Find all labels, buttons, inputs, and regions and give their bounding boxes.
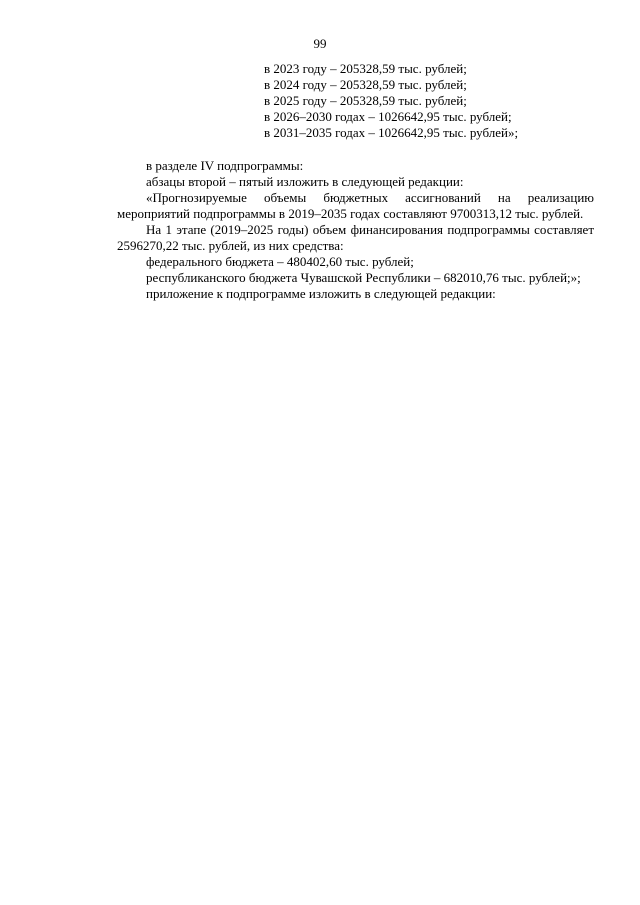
funding-years-list — [264, 61, 518, 141]
funding-year-line: в 2023 году – 205328,59 тыс. рублей; — [264, 61, 467, 76]
paragraph-federal-budget: федерального бюджета – 480402,60 тыс. рублей; — [146, 254, 414, 269]
funding-year-line: в 2024 году – 205328,59 тыс. рублей; — [264, 77, 467, 92]
paragraph-stage-one: На 1 этапе (2019–2025 годы) объем финансирования подпрограммы составляет 2596270,22 тыс. рублей, из них средства: — [117, 222, 594, 253]
paragraph-appendix: приложение к подпрограмме изложить в следующей редакции: — [146, 286, 496, 301]
document-body — [117, 158, 594, 302]
paragraph-instruction: абзацы второй – пятый изложить в следующей редакции: — [146, 174, 464, 189]
paragraph-republic-budget: республиканского бюджета Чувашской Республики – 682010,76 тыс. рублей;»; — [146, 270, 581, 285]
funding-year-line: в 2031–2035 годах – 1026642,95 тыс. рублей»; — [264, 125, 519, 140]
funding-year-line: в 2025 году – 205328,59 тыс. рублей; — [264, 93, 467, 108]
paragraph-section-ref: в разделе IV подпрограммы: — [146, 158, 304, 173]
page-number: 99 — [313, 36, 327, 51]
paragraph-forecast: «Прогнозируемые объемы бюджетных ассигнований на реализацию мероприятий подпрограммы в 2019–2035 годах составляют 9700313,12 тыс. рублей. — [117, 190, 594, 221]
funding-year-line: в 2026–2030 годах – 1026642,95 тыс. рублей; — [264, 109, 512, 124]
